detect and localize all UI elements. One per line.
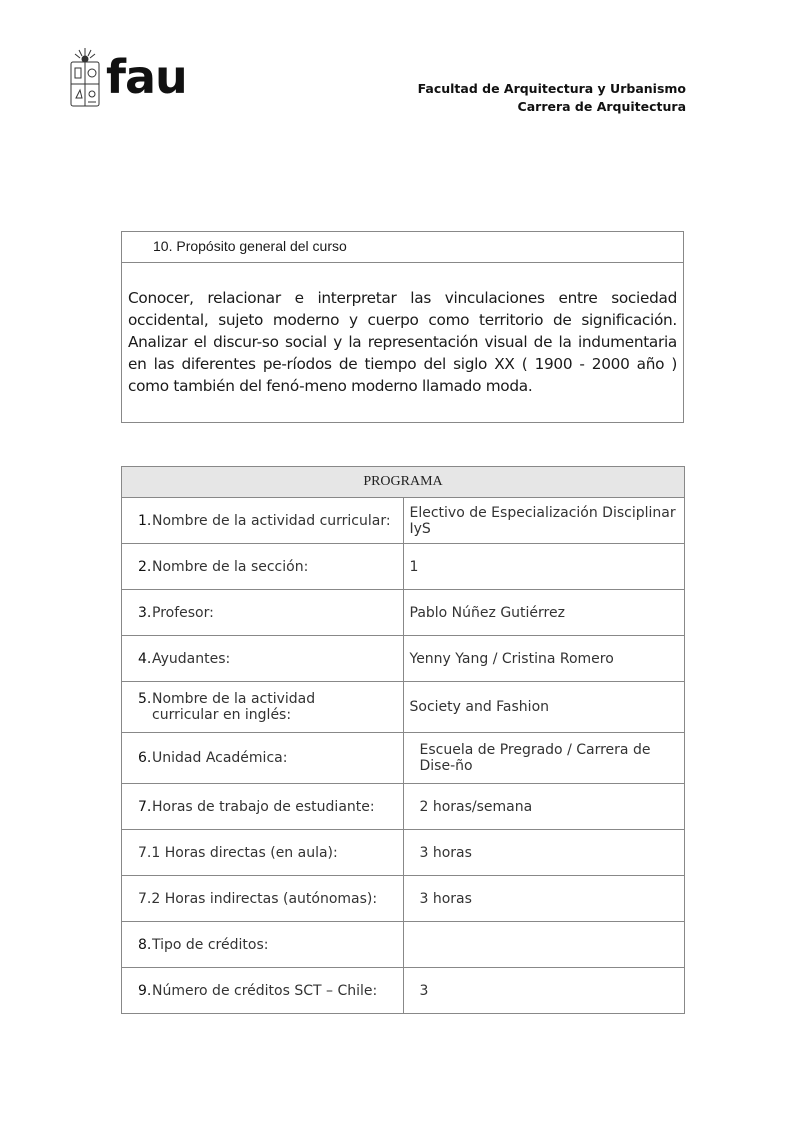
logo-wordmark: fau [106, 50, 187, 104]
table-row [122, 544, 685, 590]
row-label: Unidad Académica: [152, 750, 288, 766]
page-header [418, 80, 686, 116]
row-value [403, 922, 685, 968]
row-number: 8. [138, 936, 152, 953]
row-label: Tipo de créditos: [152, 936, 269, 953]
row-value: Pablo Núñez Gutiérrez [403, 590, 685, 636]
table-row [122, 590, 685, 636]
table-row [122, 876, 685, 922]
row-number: 5. [138, 691, 152, 707]
table-row [122, 784, 685, 830]
table-row [122, 830, 685, 876]
university-seal-icon [68, 46, 102, 110]
row-label: 7.2 Horas indirectas (autónomas): [138, 890, 378, 907]
program-table [121, 466, 685, 1014]
row-label: Ayudantes: [152, 650, 231, 667]
row-number: 3. [138, 604, 152, 621]
row-value: Yenny Yang / Cristina Romero [403, 636, 685, 682]
row-label: Número de créditos SCT – Chile: [152, 982, 378, 999]
table-row [122, 498, 685, 544]
row-value: 3 horas [403, 830, 685, 876]
row-value: Electivo de Especialización Disciplinar IyS [403, 498, 685, 544]
row-label: Nombre de la actividad curricular en inglés: [152, 691, 316, 723]
purpose-title: 10. Propósito general del curso [122, 232, 683, 263]
row-value: 3 [403, 968, 685, 1014]
table-row [122, 733, 685, 784]
row-number: 1. [138, 512, 152, 529]
row-label: Nombre de la sección: [152, 558, 309, 575]
row-number: 7. [138, 798, 152, 815]
row-value: 2 horas/semana [403, 784, 685, 830]
purpose-section [121, 231, 684, 423]
row-value: Escuela de Pregrado / Carrera de Dise-ño [403, 733, 685, 784]
table-row [122, 636, 685, 682]
table-row [122, 682, 685, 733]
row-number: 2. [138, 558, 152, 575]
program-header-row [122, 467, 685, 498]
row-label: Profesor: [152, 604, 214, 621]
row-number: 6. [138, 750, 152, 766]
row-value: 1 [403, 544, 685, 590]
row-value: 3 horas [403, 876, 685, 922]
row-label: Horas de trabajo de estudiante: [152, 798, 375, 815]
fau-logo [68, 46, 188, 112]
career-name: Carrera de Arquitectura [517, 99, 686, 114]
row-number: 4. [138, 650, 152, 667]
table-row [122, 968, 685, 1014]
faculty-name: Facultad de Arquitectura y Urbanismo [417, 81, 686, 96]
program-title: PROGRAMA [122, 467, 685, 498]
table-row [122, 922, 685, 968]
row-label: 7.1 Horas directas (en aula): [138, 844, 338, 861]
row-value: Society and Fashion [403, 682, 685, 733]
purpose-text: Conocer, relacionar e interpretar las vinculaciones entre sociedad occidental, sujeto moderno y cuerpo como territorio de significación. Analizar el discur-so social y la representación visual de la indumentaria en las diferentes pe-ríodos de tiempo del siglo XX ( 1900 - 2000 año ) como también del fenó-meno moderno llamado moda. [128, 289, 677, 395]
row-number: 9. [138, 982, 152, 999]
row-label: Nombre de la actividad curricular: [152, 512, 391, 529]
